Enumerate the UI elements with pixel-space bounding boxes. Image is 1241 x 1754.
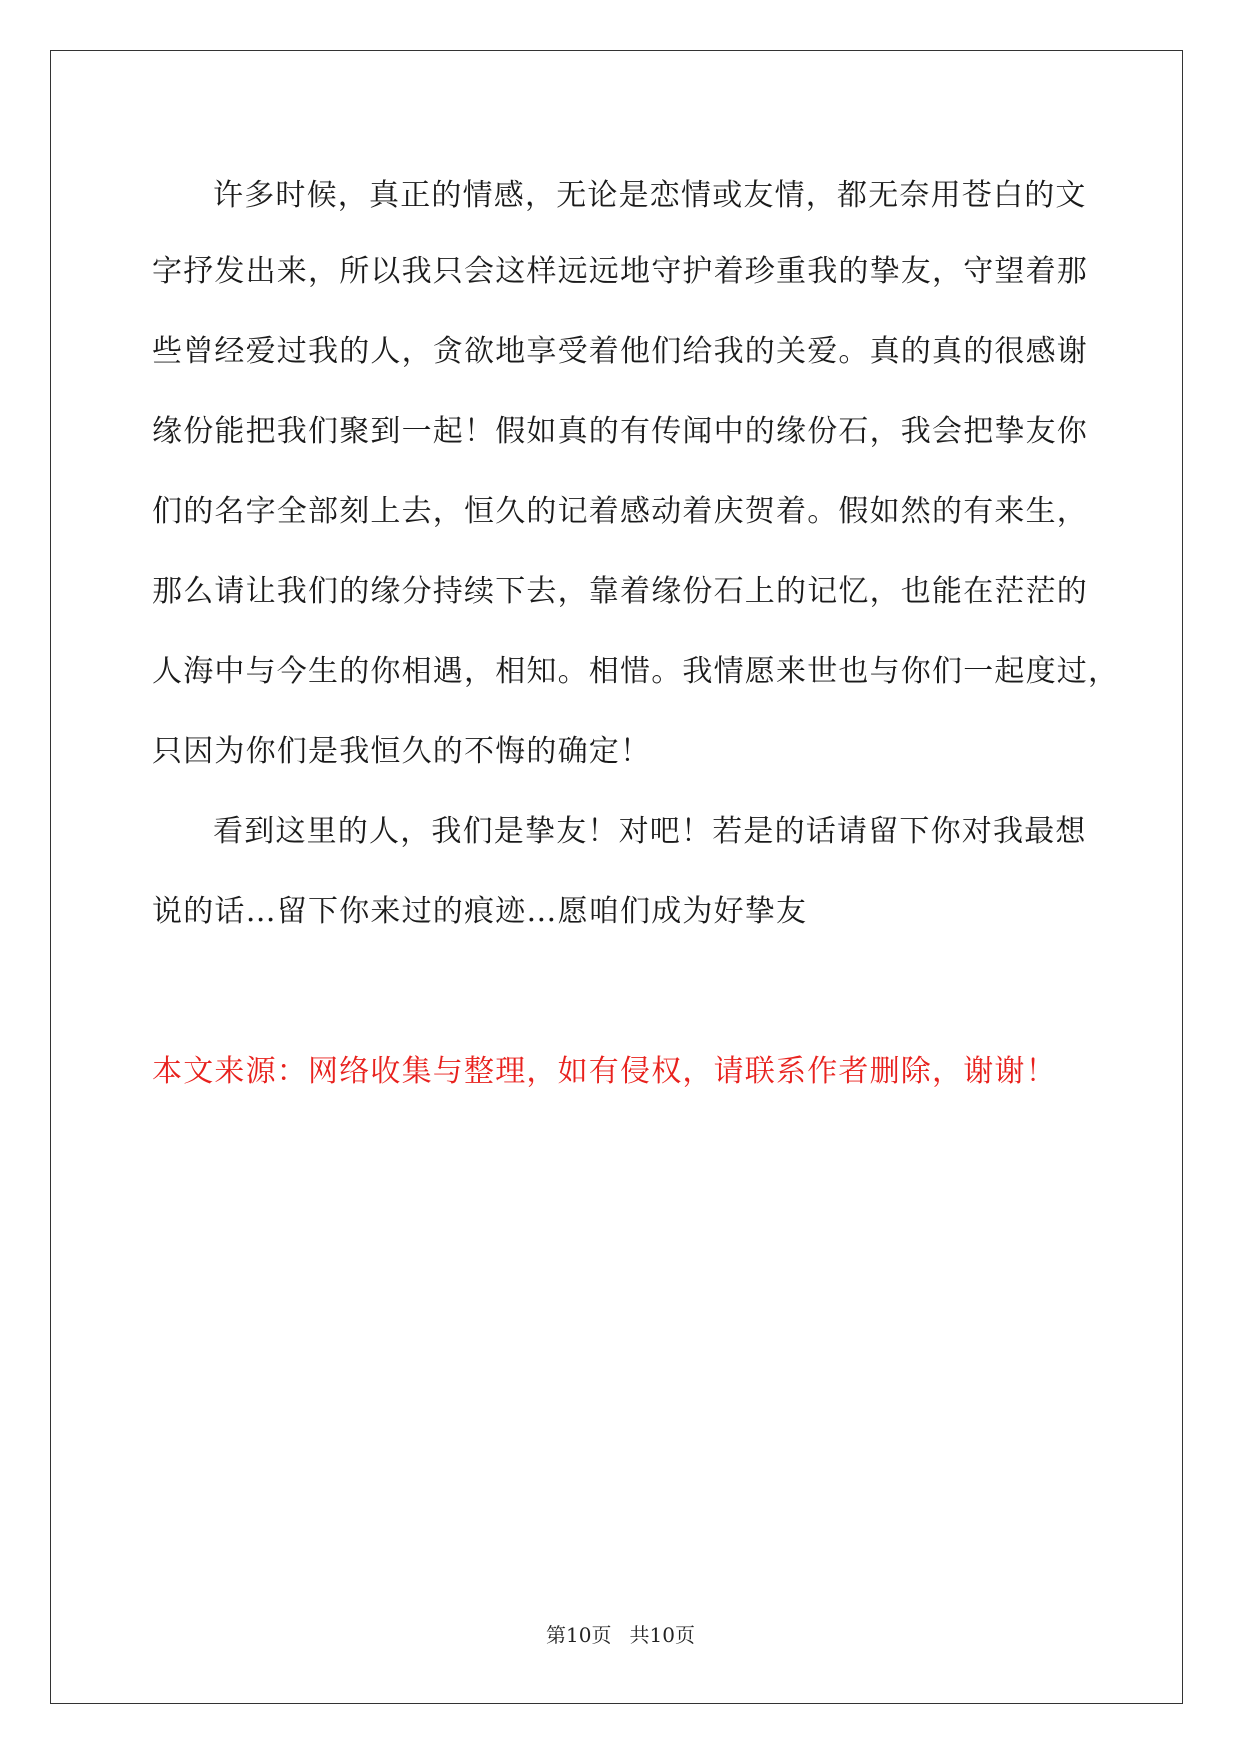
paragraph-1-line-1: 许多时候，真正的情感，无论是恋情或友情，都无奈用苍白的文	[213, 178, 1087, 213]
paragraph-2-line-2: 说的话…留下你来过的痕迹…愿咱们成为好挚友	[152, 894, 808, 929]
page-number-current: 第10页	[546, 1623, 612, 1647]
page-border	[50, 50, 1183, 1704]
paragraph-1-line-5: 们的名字全部刻上去，恒久的记着感动着庆贺着。假如然的有来生，	[152, 494, 1088, 529]
page-number-total: 共10页	[629, 1623, 695, 1647]
paragraph-2-line-1: 看到这里的人，我们是挚友！对吧！若是的话请留下你对我最想	[213, 814, 1087, 849]
source-note: 本文来源：网络收集与整理，如有侵权，请联系作者删除，谢谢！	[152, 1054, 1057, 1089]
paragraph-1-line-8: 只因为你们是我恒久的不悔的确定！	[152, 734, 652, 769]
paragraph-1-line-7: 人海中与今生的你相遇，相知。相惜。我情愿来世也与你们一起度过，	[152, 654, 1120, 689]
page-footer	[0, 1622, 1241, 1648]
paragraph-1-line-4: 缘份能把我们聚到一起！假如真的有传闻中的缘份石，我会把挚友你	[152, 414, 1088, 449]
paragraph-1-line-3: 些曾经爱过我的人，贪欲地享受着他们给我的关爱。真的真的很感谢	[152, 334, 1088, 369]
paragraph-1-line-2: 字抒发出来，所以我只会这样远远地守护着珍重我的挚友，守望着那	[152, 254, 1088, 289]
paragraph-1-line-6: 那么请让我们的缘分持续下去，靠着缘份石上的记忆，也能在茫茫的	[152, 574, 1088, 609]
